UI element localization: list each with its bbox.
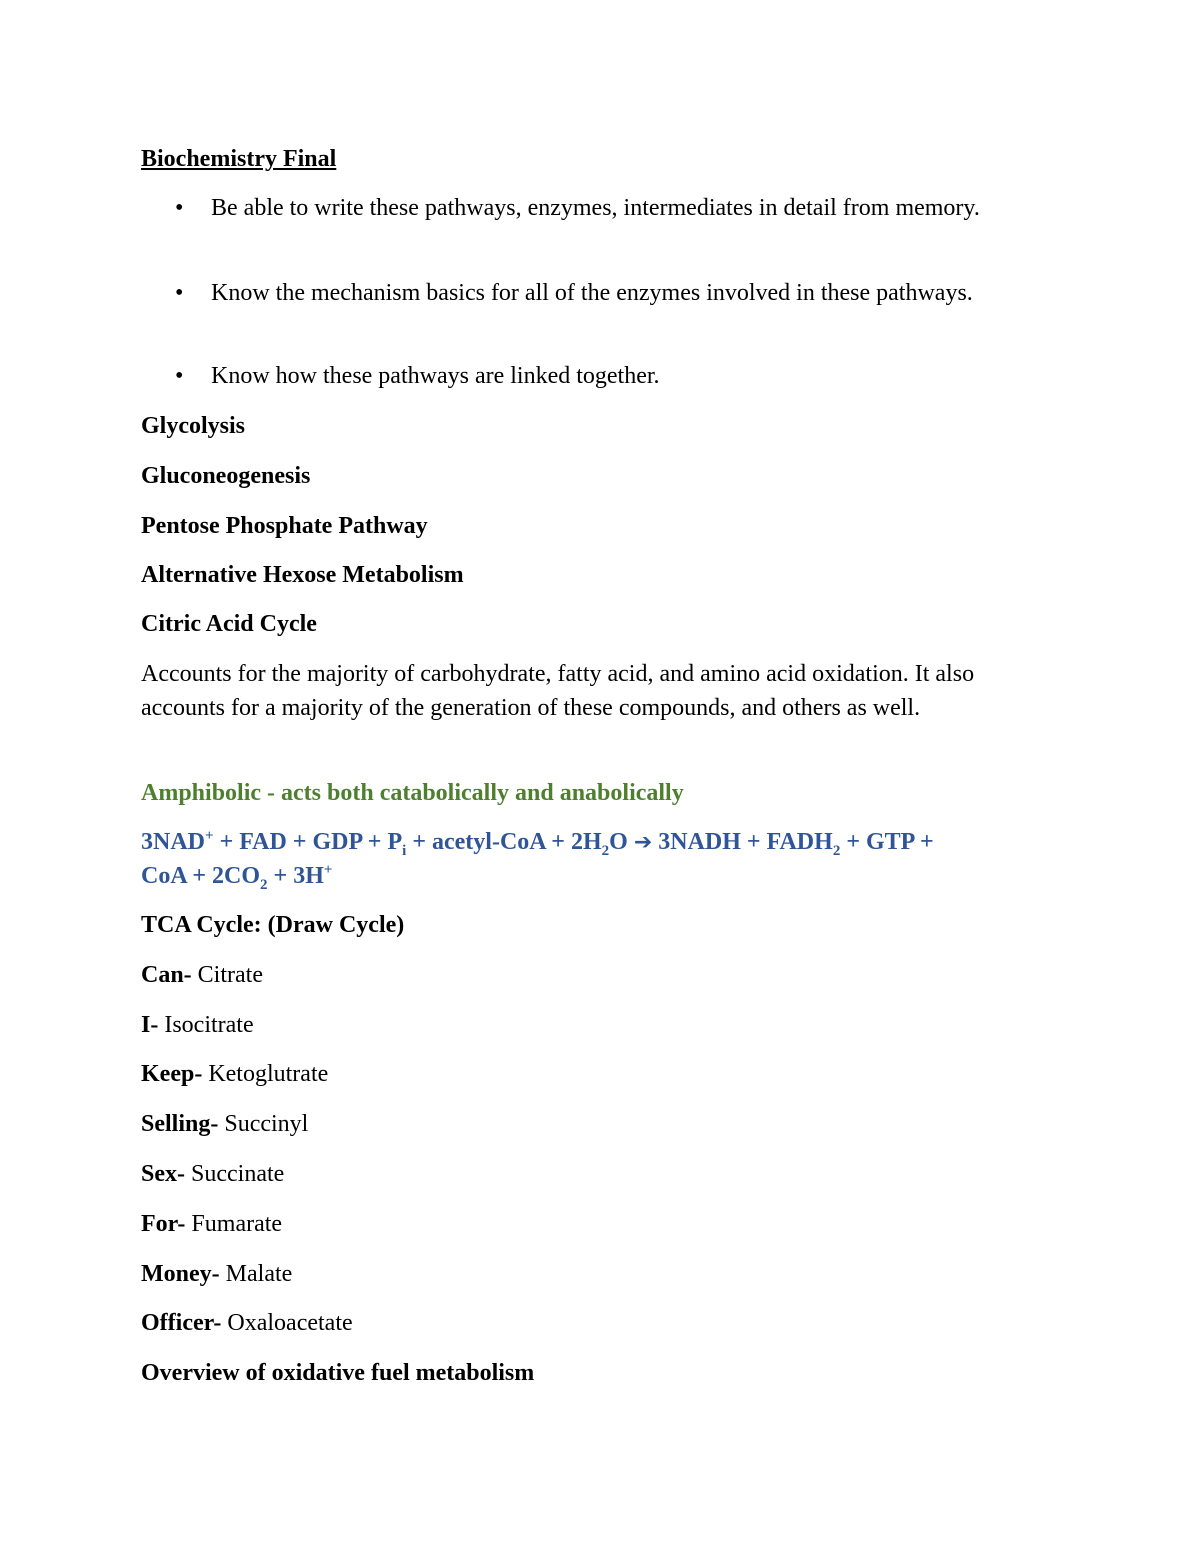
mnemonic-item: I- Isocitrate (141, 1012, 254, 1038)
bullet-item: Know how these pathways are linked together. (211, 363, 660, 389)
heading-glycolysis: Glycolysis (141, 413, 246, 439)
citric-paragraph: Accounts for the majority of carbohydrate, fatty acid, and amino acid oxidation. It also accounts for a majority of the generation of these compounds, and others as well. (141, 661, 975, 721)
heading-citric-acid-cycle: Citric Acid Cycle (141, 611, 317, 637)
heading-hexose-metabolism: Alternative Hexose Metabolism (141, 562, 464, 588)
mnemonic-item: Money- Malate (141, 1261, 293, 1287)
amphibolic-definition: Amphibolic - acts both catabolically and anabolically (141, 780, 684, 806)
arrow-right-icon: ➔ (633, 830, 653, 855)
tca-heading: TCA Cycle: (Draw Cycle) (141, 912, 405, 938)
heading-gluconeogenesis: Gluconeogenesis (141, 463, 311, 489)
heading-pentose-phosphate: Pentose Phosphate Pathway (141, 513, 428, 539)
bullet-icon: • (175, 363, 184, 389)
equation-line-2: CoA + $2CO_2 + 3H^+$ (141, 862, 333, 893)
mnemonic-item: For- Fumarate (141, 1211, 283, 1237)
mnemonic-item: Officer- Oxaloacetate (141, 1310, 353, 1336)
document-title: Biochemistry Final (141, 146, 337, 172)
bullet-item: Know the mechanism basics for all of the enzymes involved in these pathways. (211, 280, 973, 306)
mnemonic-item: Selling- Succinyl (141, 1111, 309, 1137)
mnemonic-item: Sex- Succinate (141, 1161, 285, 1187)
mnemonic-item: Can- Citrate (141, 962, 263, 988)
overview-heading: Overview of oxidative fuel metabolism (141, 1360, 535, 1386)
bullet-icon: • (175, 195, 184, 221)
equation-line-1: 3NAD+ + FAD + GDP + $P_i$ + acetyl-CoA + $2H_2O$ ➔ 3NADH + $FADH_2$ + GTP + (141, 828, 934, 859)
mnemonic-item: Keep- Ketoglutrate (141, 1061, 329, 1087)
bullet-icon: • (175, 280, 184, 306)
bullet-item: Be able to write these pathways, enzymes, intermediates in detail from memory. (211, 195, 980, 221)
